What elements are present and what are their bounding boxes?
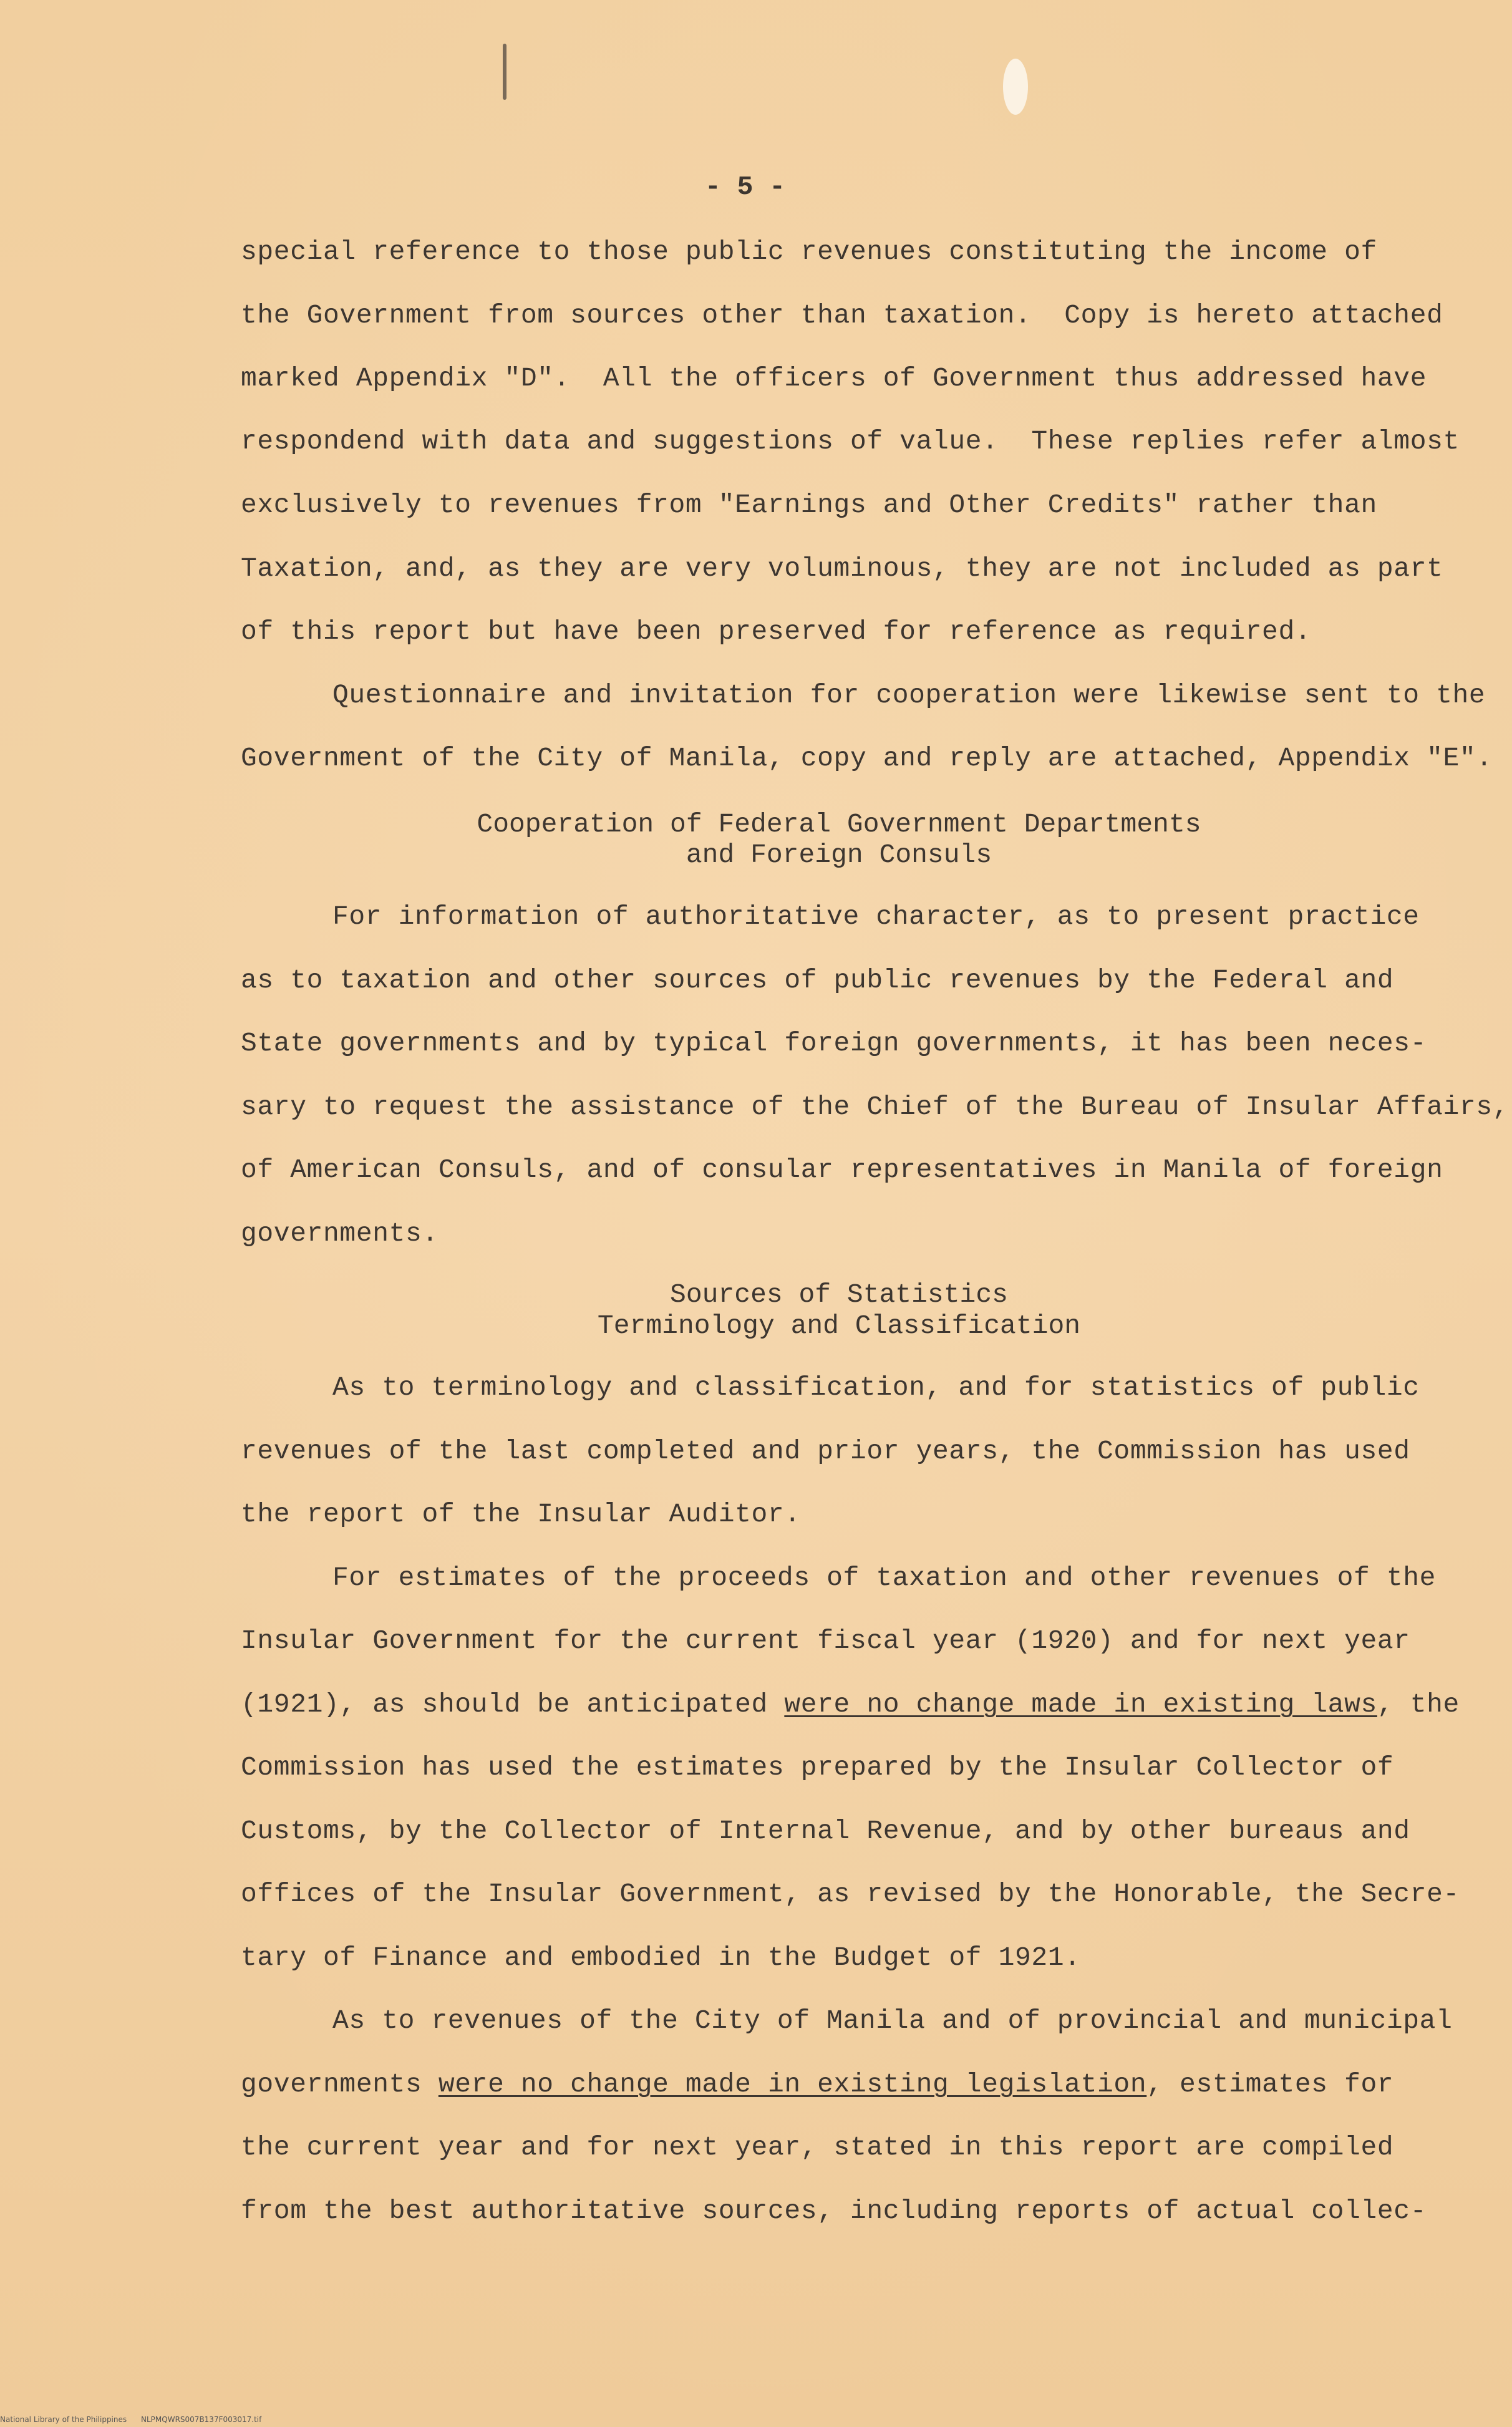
section-heading: and Foreign Consuls xyxy=(686,840,992,870)
text-line: As to revenues of the City of Manila and of provincial and municipal xyxy=(332,2005,1453,2036)
archive-footer: National Library of the Philippines NLPMQWRS007B137F003017.tif xyxy=(0,2415,262,2424)
text-line: of American Consuls, and of consular representatives in Manila of foreign xyxy=(241,1155,1443,1185)
underlined-phrase: were no change made in existing laws xyxy=(784,1689,1377,1720)
text-line: marked Appendix "D". All the officers of Government thus addressed have xyxy=(241,363,1427,394)
text-line: governments. xyxy=(241,1218,439,1249)
text-line: For information of authoritative character, as to present practice xyxy=(332,901,1420,932)
text-segment: (1921), as should be anticipated xyxy=(241,1689,785,1720)
text-line: exclusively to revenues from "Earnings and Other Credits" rather than xyxy=(241,490,1377,520)
text-line: tary of Finance and embodied in the Budget of 1921. xyxy=(241,1942,1081,1973)
underlined-phrase: were no change made in existing legislation xyxy=(438,2069,1147,2100)
section-heading: Sources of Statistics xyxy=(670,1279,1008,1310)
text-line: offices of the Insular Government, as revised by the Honorable, the Secre- xyxy=(241,1879,1460,1909)
text-line: sary to request the assistance of the Chief of the Bureau of Insular Affairs, xyxy=(241,1092,1510,1122)
text-line: As to terminology and classification, and for statistics of public xyxy=(332,1372,1420,1403)
text-line: Customs, by the Collector of Internal Revenue, and by other bureaus and xyxy=(241,1816,1410,1846)
text-line: of this report but have been preserved for reference as required. xyxy=(241,616,1312,647)
text-line: Government of the City of Manila, copy and reply are attached, Appendix "E". xyxy=(241,743,1493,773)
text-line: Questionnaire and invitation for cooperation were likewise sent to the xyxy=(332,680,1486,710)
text-segment: , estimates for xyxy=(1146,2069,1394,2100)
paper-tear-left xyxy=(503,44,506,100)
text-line: For estimates of the proceeds of taxation and other revenues of the xyxy=(332,1562,1437,1593)
text-line xyxy=(241,2067,1393,2102)
text-line: from the best authoritative sources, including reports of actual collec- xyxy=(241,2196,1427,2226)
text-line: Insular Government for the current fiscal year (1920) and for next year xyxy=(241,1625,1410,1656)
section-heading: Cooperation of Federal Government Departments xyxy=(477,809,1201,840)
text-line: the current year and for next year, stated in this report are compiled xyxy=(241,2132,1394,2163)
text-line: revenues of the last completed and prior years, the Commission has used xyxy=(241,1436,1410,1466)
text-line: respondend with data and suggestions of value. These replies refer almost xyxy=(241,426,1460,457)
text-segment: governments xyxy=(241,2069,439,2100)
section-heading: Terminology and Classification xyxy=(597,1310,1081,1341)
text-line: Commission has used the estimates prepared by the Insular Collector of xyxy=(241,1752,1394,1783)
text-line: State governments and by typical foreign governments, it has been neces- xyxy=(241,1028,1427,1058)
paper-tear-right xyxy=(1003,59,1028,115)
text-line: the report of the Insular Auditor. xyxy=(241,1499,801,1529)
text-line: Taxation, and, as they are very voluminous, they are not included as part xyxy=(241,553,1443,584)
text-line: the Government from sources other than taxation. Copy is hereto attached xyxy=(241,300,1443,331)
text-line: special reference to those public revenues constituting the income of xyxy=(241,236,1377,267)
text-line: as to taxation and other sources of public revenues by the Federal and xyxy=(241,965,1394,996)
page-number: - 5 - xyxy=(705,172,786,202)
text-line xyxy=(241,1687,1460,1722)
text-segment: , the xyxy=(1377,1689,1460,1720)
